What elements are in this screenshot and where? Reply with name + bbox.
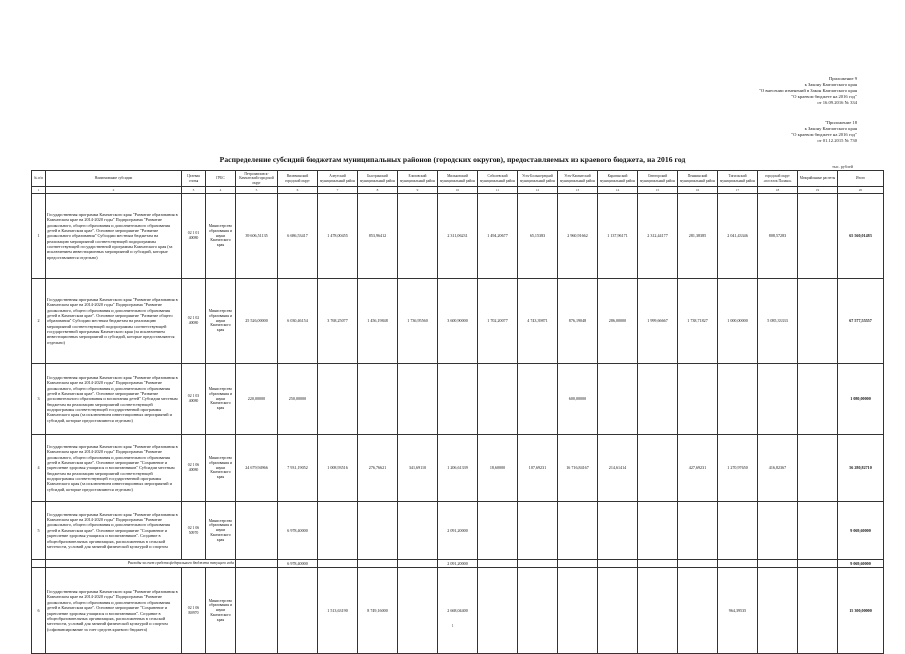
amount-cell [678, 364, 718, 435]
amount-cell: 1 000,00000 [718, 279, 758, 364]
amount-cell: 2 041,43346 [718, 194, 758, 279]
subsidy-name: Государственная программа Камчатского края "Развитие образования в Камчатском крае на 2014-2020 годы" Подпрограмма "Развитие дошкольного, общего образования и дополнительного образования детей в Камчатском крае". Основное мероприятие "Сохранение и укрепление здоровья учащихся и воспитанников". Создание в общеобразовательных организациях, расположенных в сельской местности, условий для занятий физической культурой и спортом [46, 502, 182, 560]
amount-cell [678, 560, 718, 568]
column-number: 18 [758, 187, 798, 194]
amount-cell [758, 560, 798, 568]
amount-cell: 24 679,94966 [236, 435, 278, 502]
amount-cell: 2 960,91662 [558, 194, 598, 279]
row-number: 3 [32, 364, 46, 435]
amount-cell: 1 478,00455 [318, 194, 358, 279]
amount-cell: 6 030,46154 [278, 279, 318, 364]
appendix-header-current [759, 76, 857, 106]
column-number: 19 [798, 187, 838, 194]
amount-cell [798, 435, 838, 502]
row-total: 56 280,82710 [838, 435, 884, 502]
amount-cell [638, 502, 678, 560]
amount-cell: 1 999,66667 [638, 279, 678, 364]
amount-cell: 853,96412 [358, 194, 398, 279]
amount-cell: 1 456,19848 [358, 279, 398, 364]
amount-cell [558, 568, 598, 654]
column-header: ГРБС [206, 171, 236, 187]
column-header: Петропавловск-Камчатский городской округ [236, 171, 278, 187]
appendix-line: от 16.09.2016 № 334 [817, 100, 857, 106]
column-number: 15 [638, 187, 678, 194]
column-header: Карагинский муниципальный район [598, 171, 638, 187]
budget-manager: Министерство образования и науки Камчатского края [206, 194, 236, 279]
amount-cell: 286,00000 [598, 279, 638, 364]
amount-cell [318, 502, 358, 560]
row-total: 15 300,00000 [838, 568, 884, 654]
amount-cell [358, 364, 398, 435]
column-number: 7 [318, 187, 358, 194]
subsidy-name: Государственная программа Камчатского края "Развитие образования в Камчатском крае на 2014-2020 годы" Подпрограмма "Развитие дошкольного, общего образования и дополнительного образования детей в Камчатском крае". Основное мероприятие "Сохранение и укрепление здоровья учащихся и воспитанников" Субсидии местным бюджетам на реализацию мероприятий соответствующей подпрограммы соответствующей государственной программы Камчатского края (за исключением инвестиционных мероприятий и субсидий, которые предоставляются отдельно) [46, 435, 182, 502]
row-number: 2 [32, 279, 46, 364]
column-header: Пенжинский муниципальный район [678, 171, 718, 187]
amount-cell: 2 311,06231 [438, 194, 478, 279]
appendix-line: от 01.12.2015 № 730 [817, 138, 857, 144]
amount-cell [598, 560, 638, 568]
row-total: 1 080,00000 [838, 364, 884, 435]
budget-manager: Министерство образования и науки Камчатского края [206, 568, 236, 654]
column-number: 2 [46, 187, 182, 194]
subsidy-table [31, 170, 884, 654]
appendix-line: "О краевом бюджете на 2016 год" [791, 132, 857, 138]
column-header: Усть-Камчатский муниципальный район [558, 171, 598, 187]
amount-cell: 18,60000 [478, 435, 518, 502]
amount-cell [358, 560, 398, 568]
amount-cell [478, 560, 518, 568]
amount-cell: 2 312,44177 [638, 194, 678, 279]
amount-cell: 5 085,33333 [758, 279, 798, 364]
column-header: Усть-Большерецкий муниципальный район [518, 171, 558, 187]
amount-cell: 600,00000 [558, 364, 598, 435]
appendix-line: "О внесении изменений в Закон Камчатского края [759, 88, 857, 94]
appendix-line: "О краевом бюджете на 2016 год" [791, 94, 857, 100]
target-article: 02 1 06 40080 [182, 435, 206, 502]
target-article: 02 1 01 40080 [182, 194, 206, 279]
table-row [32, 568, 884, 654]
column-number: 6 [278, 187, 318, 194]
amount-cell [798, 364, 838, 435]
column-header: Быстринский муниципальный район [358, 171, 398, 187]
amount-cell: 876,19048 [558, 279, 598, 364]
amount-cell [798, 560, 838, 568]
amount-cell: 107,69231 [518, 435, 558, 502]
amount-cell [518, 568, 558, 654]
column-header: Итого [838, 171, 884, 187]
units-label: тыс. рублей [832, 164, 853, 169]
amount-cell [798, 194, 838, 279]
column-header: Олюторский муниципальный район [638, 171, 678, 187]
appendix-line: Приложение 9 [828, 76, 857, 81]
amount-cell [718, 364, 758, 435]
subsidy-name: Государственная программа Камчатского края "Развитие образования в Камчатском крае на 2014-2020 годы" Подпрограмма "Развитие дошкольного, общего образования и дополнительного образования детей в Камчатском крае". Основное мероприятие "Развитие дополнительного образования и воспитания детей" Субсидии местным бюджетам на реализацию мероприятий соответствующей подпрограммы соответствующей государственной программы Камчатского края (за исключением инвестиционных мероприятий и субсидий, которые предоставляются отдельно) [46, 364, 182, 435]
appendix-header-original [791, 120, 857, 144]
column-number: 11 [478, 187, 518, 194]
column-header: Целевая статья [182, 171, 206, 187]
column-header: Мильковский муниципальный район [438, 171, 478, 187]
amount-cell [758, 502, 798, 560]
amount-cell [718, 560, 758, 568]
amount-cell [478, 568, 518, 654]
subsidy-name: Государственная программа Камчатского края "Развитие образования в Камчатском крае на 2014-2020 годы" Подпрограмма "Развитие дошкольного, общего образования и дополнительного образования детей в Камчатском крае". Основное мероприятие "Развитие дошкольного образования" Субсидии местным бюджетам на реализацию мероприятий соответствующей подпрограммы соответствующей государственной программы Камчатского края (за исключением инвестиционных мероприятий и субсидий, которые предоставляются отдельно) [46, 194, 182, 279]
table-row [32, 364, 884, 435]
amount-cell [638, 560, 678, 568]
amount-cell [758, 568, 798, 654]
column-header: Елизовский муниципальный район [398, 171, 438, 187]
amount-cell [318, 560, 358, 568]
amount-cell: 220,00000 [236, 364, 278, 435]
empty-cell [32, 560, 46, 568]
column-number: 1 [32, 187, 46, 194]
amount-cell [358, 502, 398, 560]
amount-cell: 1 702,20077 [478, 279, 518, 364]
budget-manager: Министерство образования и науки Камчатского края [206, 502, 236, 560]
column-number: 9 [398, 187, 438, 194]
table-row [32, 435, 884, 502]
column-number: 5 [236, 187, 278, 194]
column-number: 20 [838, 187, 884, 194]
amount-cell: 25 526,00000 [236, 279, 278, 364]
amount-cell [678, 502, 718, 560]
column-number: 8 [358, 187, 398, 194]
amount-cell: 65,15383 [518, 194, 558, 279]
amount-cell [798, 568, 838, 654]
amount-cell [398, 502, 438, 560]
amount-cell: 281,38385 [678, 194, 718, 279]
column-number: 4 [206, 187, 236, 194]
subsidy-name: Государственная программа Камчатского края "Развитие образования в Камчатском крае на 2014-2020 годы" Подпрограмма "Развитие дошкольного, общего образования и дополнительного образования детей в Камчатском крае". Основное мероприятие "Развитие общего образования" Субсидии местным бюджетам на реализацию мероприятий соответствующей подпрограммы соответствующей государственной программы Камчатского края (за исключением инвестиционных мероприятий и субсидий, которые предоставляются отдельно) [46, 279, 182, 364]
row-number: 6 [32, 568, 46, 654]
amount-cell: 427,69231 [678, 435, 718, 502]
amount-cell: 3 768,25077 [318, 279, 358, 364]
amount-cell: 4 743,39871 [518, 279, 558, 364]
amount-cell [598, 568, 638, 654]
column-number: 17 [718, 187, 758, 194]
target-article: 02 1 02 40080 [182, 279, 206, 364]
amount-cell: 1 513,63190 [318, 568, 358, 654]
amount-cell [236, 568, 278, 654]
amount-cell: 1 137,96171 [598, 194, 638, 279]
amount-cell [598, 502, 638, 560]
column-header: № п/п [32, 171, 46, 187]
target-article: 02 1 03 40080 [182, 364, 206, 435]
table-subrow [32, 560, 884, 568]
amount-cell: 7 931,19052 [278, 435, 318, 502]
amount-cell [278, 568, 318, 654]
target-article: 02 1 06 R0970 [182, 568, 206, 654]
amount-cell: 6 978,40000 [278, 560, 318, 568]
subsidy-name: Государственная программа Камчатского края "Развитие образования в Камчатском крае на 2014-2020 годы" Подпрограмма "Развитие дошкольного, общего образования и дополнительного образования детей в Камчатском крае". Основное мероприятие "Сохранение и укрепление здоровья учащихся и воспитанников". Создание в общеобразовательных организациях, расположенных в сельской местности, условий для занятий физической культурой и спортом (софинансирование за счет средств краевого бюджета) [46, 568, 182, 654]
amount-cell: 214,61414 [598, 435, 638, 502]
amount-cell [558, 502, 598, 560]
amount-cell: 964,39535 [718, 568, 758, 654]
row-total: 9 069,60000 [838, 502, 884, 560]
amount-cell [638, 568, 678, 654]
row-total: 67 577,55557 [838, 279, 884, 364]
column-header: Наименование субсидии [46, 171, 182, 187]
appendix-line: "Приложение 18 [824, 120, 857, 125]
row-number: 1 [32, 194, 46, 279]
page-number: 1 [451, 623, 454, 628]
table-row [32, 194, 884, 279]
amount-cell: 2 668,04400 [438, 568, 478, 654]
table-header-row [32, 171, 884, 187]
amount-cell [798, 279, 838, 364]
amount-cell [758, 364, 798, 435]
amount-cell: 250,00000 [278, 364, 318, 435]
amount-cell [518, 560, 558, 568]
amount-cell: 1 736,95560 [398, 279, 438, 364]
amount-cell: 1 738,71827 [678, 279, 718, 364]
amount-cell: 16 716,84167 [558, 435, 598, 502]
row-number: 5 [32, 502, 46, 560]
column-header: Соболевский муниципальный район [478, 171, 518, 187]
appendix-line: к Закону Камчатского края [804, 82, 857, 88]
column-header: городской округ «поселок Палана» [758, 171, 798, 187]
amount-cell: 1 008,93516 [318, 435, 358, 502]
column-header: Вилючинский городской округ [278, 171, 318, 187]
amount-cell [236, 560, 278, 568]
amount-cell: 2 091,20000 [438, 502, 478, 560]
amount-cell [236, 502, 278, 560]
amount-cell [478, 364, 518, 435]
column-number: 10 [438, 187, 478, 194]
amount-cell [398, 194, 438, 279]
budget-manager: Министерство образования и науки Камчатского края [206, 279, 236, 364]
amount-cell: 1 494,20677 [478, 194, 518, 279]
column-number: 14 [598, 187, 638, 194]
amount-cell: 416,82367 [758, 435, 798, 502]
amount-cell [518, 502, 558, 560]
amount-cell [518, 364, 558, 435]
amount-cell [318, 364, 358, 435]
table-row [32, 279, 884, 364]
table-row [32, 502, 884, 560]
amount-cell: 6 978,40000 [278, 502, 318, 560]
amount-cell [638, 364, 678, 435]
budget-manager: Министерство образования и науки Камчатского края [206, 364, 236, 435]
amount-cell: 3 600,90000 [438, 279, 478, 364]
column-number-row [32, 187, 884, 194]
row-total: 9 069,60000 [838, 560, 884, 568]
amount-cell [678, 568, 718, 654]
target-article: 02 1 06 50970 [182, 502, 206, 560]
amount-cell [438, 364, 478, 435]
amount-cell [638, 435, 678, 502]
amount-cell [398, 560, 438, 568]
amount-cell: 276,76621 [358, 435, 398, 502]
amount-cell [398, 364, 438, 435]
column-header: Межрайонные расчеты [798, 171, 838, 187]
amount-cell [478, 502, 518, 560]
amount-cell [598, 364, 638, 435]
amount-cell: 808,57283 [758, 194, 798, 279]
row-number: 4 [32, 435, 46, 502]
column-number: 13 [558, 187, 598, 194]
amount-cell: 6 686,53417 [278, 194, 318, 279]
amount-cell: 8 749,16000 [358, 568, 398, 654]
row-total: 65 560,01483 [838, 194, 884, 279]
document-title: Распределение субсидий бюджетам муниципальных районов (городских округов), предоставляемых из краевого бюджета, на 2016 год [219, 155, 686, 164]
amount-cell: 1 270,97650 [718, 435, 758, 502]
column-number: 16 [678, 187, 718, 194]
amount-cell [398, 568, 438, 654]
amount-cell: 341,69110 [398, 435, 438, 502]
budget-manager: Министерство образования и науки Камчатского края [206, 435, 236, 502]
amount-cell: 2 091,20000 [438, 560, 478, 568]
amount-cell [718, 502, 758, 560]
amount-cell [558, 560, 598, 568]
column-number: 3 [182, 187, 206, 194]
appendix-line: к Закону Камчатского края [804, 126, 857, 132]
column-header: Алеутский муниципальный район [318, 171, 358, 187]
amount-cell: 1 206,61339 [438, 435, 478, 502]
amount-cell [798, 502, 838, 560]
amount-cell: 39 606,51135 [236, 194, 278, 279]
column-number: 12 [518, 187, 558, 194]
column-header: Тигильский муниципальный район [718, 171, 758, 187]
subrow-label: Расходы за счет средств федерального бюджета текущего года [46, 560, 236, 568]
